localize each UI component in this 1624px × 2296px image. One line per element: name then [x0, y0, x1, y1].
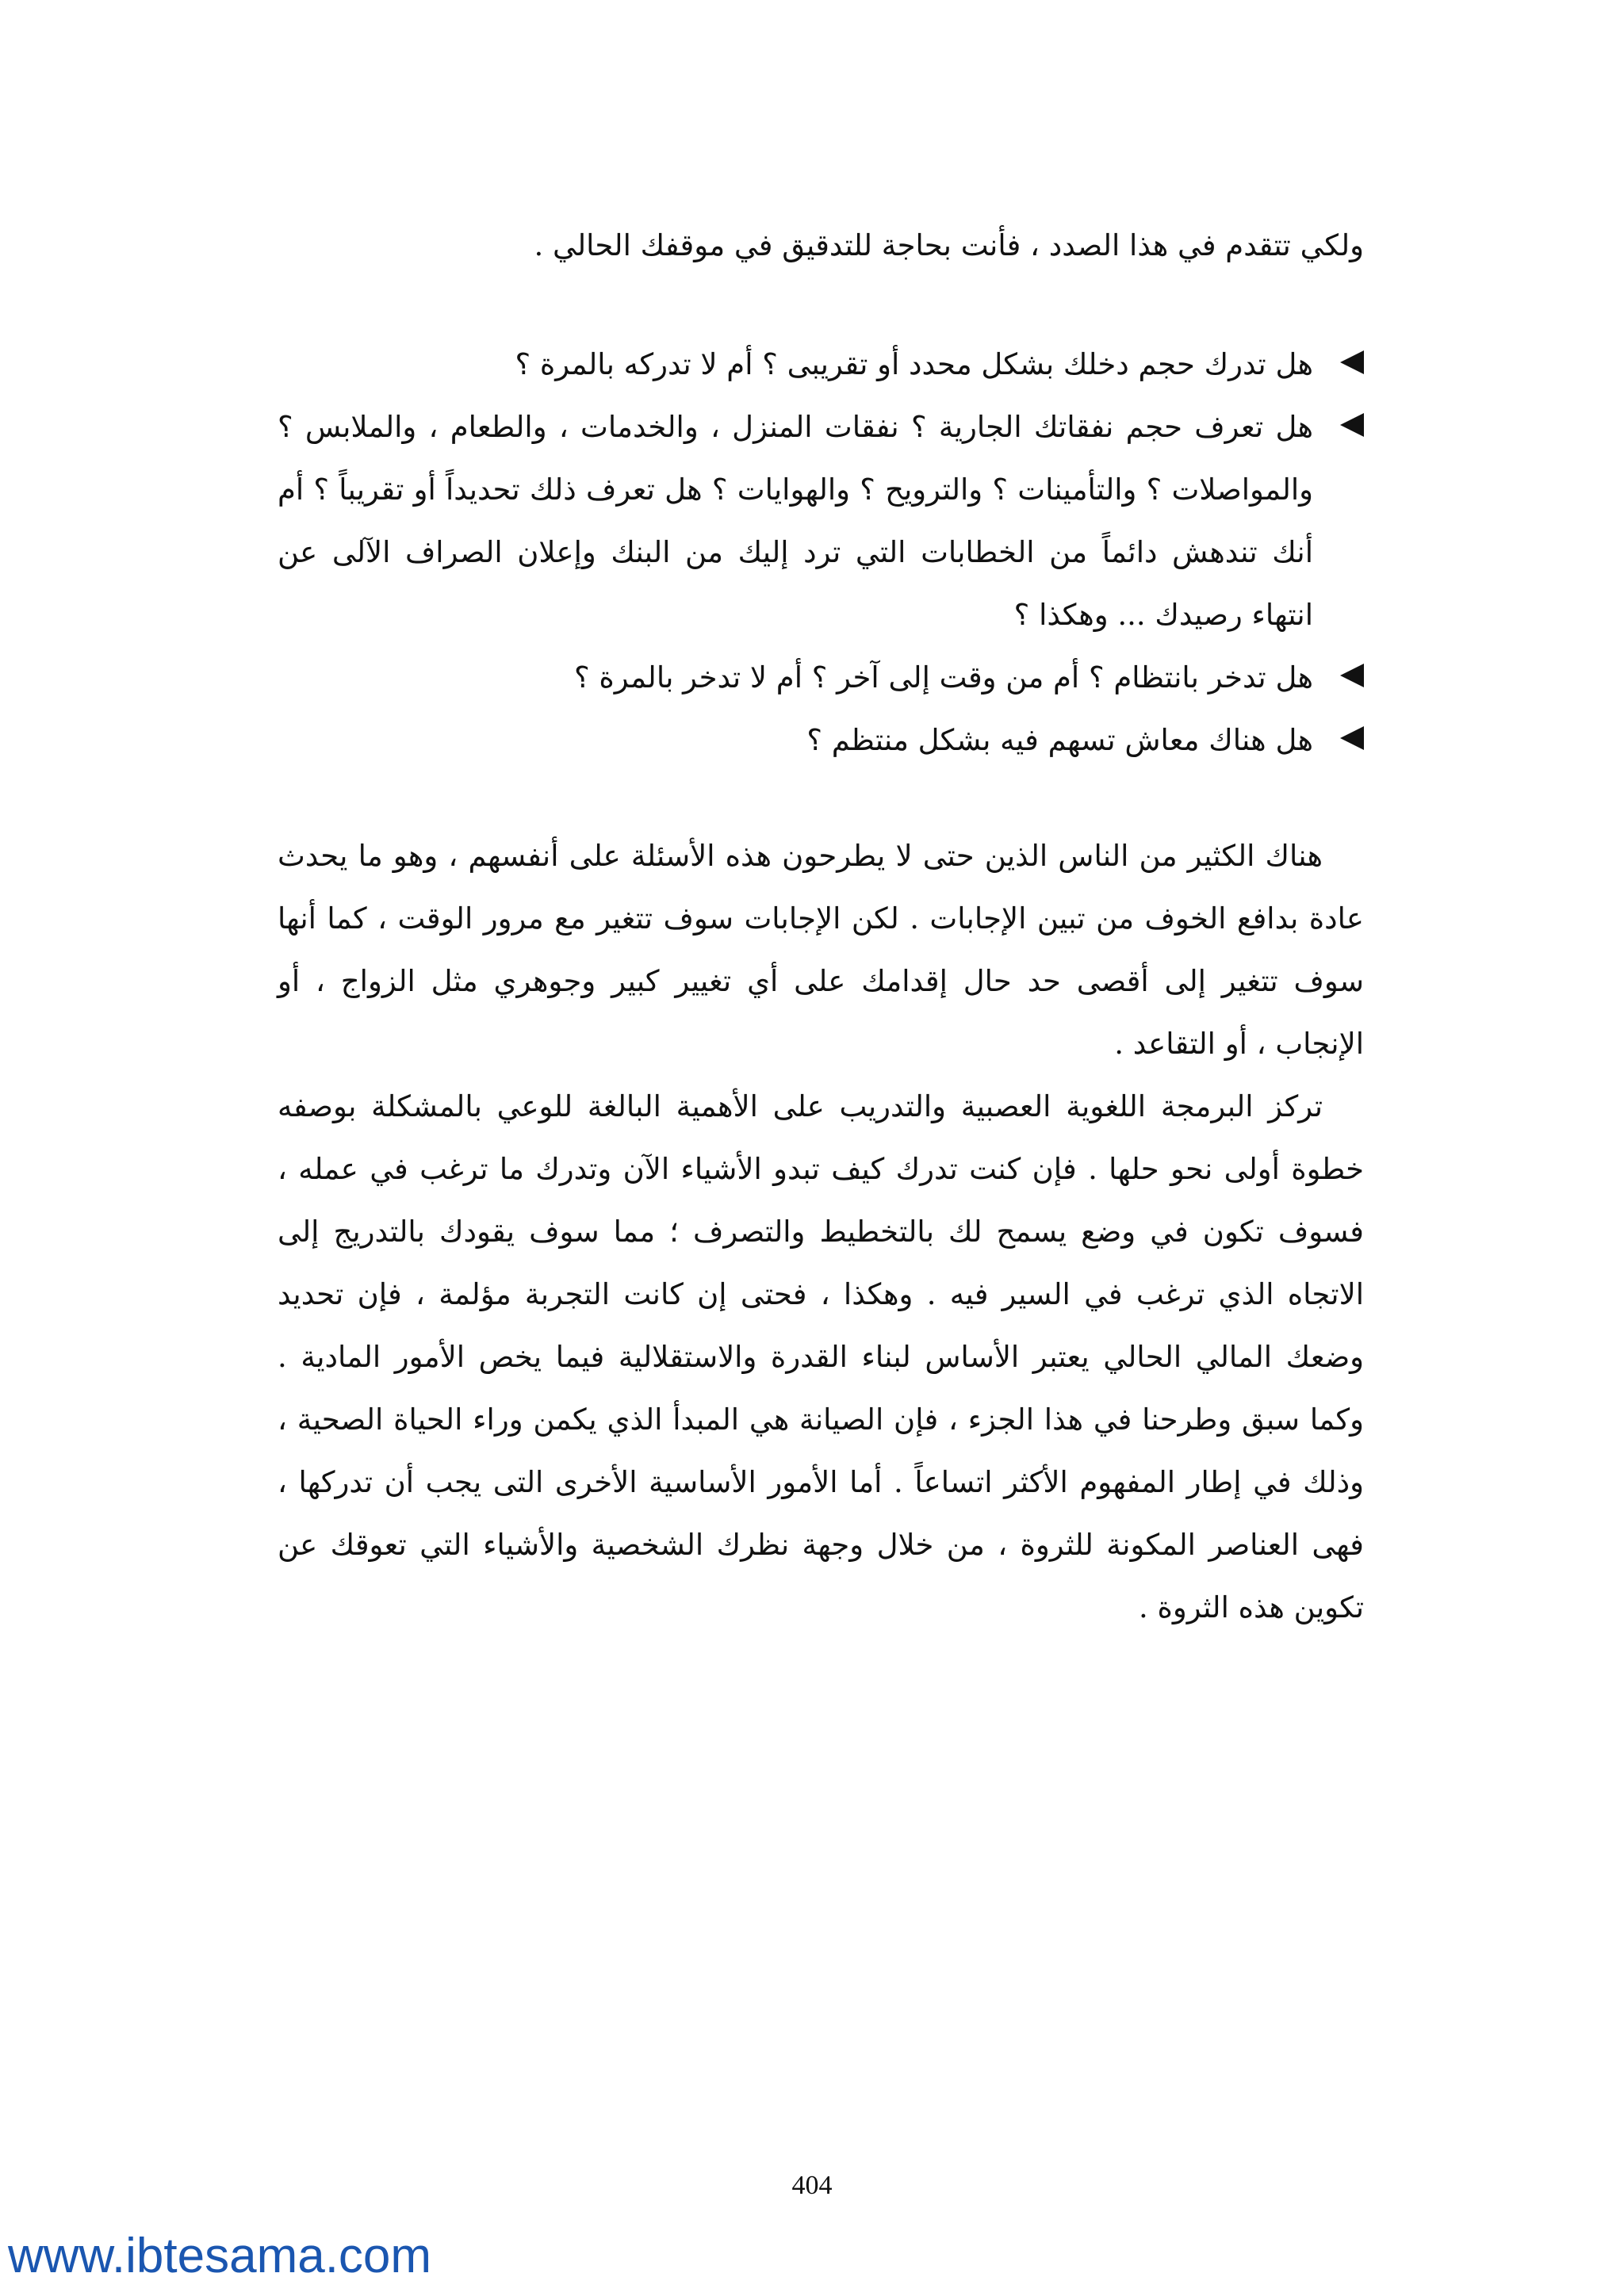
question-text: هل تدرك حجم دخلك بشكل محدد أو تقريبى ؟ أم لا تدركه بالمرة ؟ — [515, 347, 1313, 381]
question-text: هل تعرف حجم نفقاتك الجارية ؟ نفقات المنزل ، والخدمات ، والطعام ، والملابس ؟ والمواصلات ؟ والتأمينات ؟ والترويح ؟ والهوايات ؟ هل تعرف ذلك تحديداً أو تقريباً ؟ أم أنك تندهش دائماً من الخطابات التي ترد إليك من البنك وإعلان الصراف الآلى عن انتهاء رصيدك ... وهكذا ؟ — [278, 410, 1313, 632]
question-list — [278, 333, 1364, 771]
question-item — [278, 333, 1364, 396]
body-paragraph: هناك الكثير من الناس الذين حتى لا يطرحون هذه الأسئلة على أنفسهم ، وهو ما يحدث عادة بدافع الخوف من تبين الإجابات . لكن الإجابات سوف تتغير مع مرور الوقت ، كما أنها سوف تتغير إلى أقصى حد حال إقدامك على أي تغيير كبير وجوهري مثل الزواج ، أو الإنجاب ، أو التقاعد . — [278, 839, 1364, 1061]
page-number: 404 — [791, 2171, 833, 2200]
body-paragraph: تركز البرمجة اللغوية العصبية والتدريب على الأهمية البالغة للوعي بالمشكلة بوصفه خطوة أولى نحو حلها . فإن كنت تدرك كيف تبدو الأشياء الآن وتدرك ما ترغب في عمله ، فسوف تكون في وضع يسمح لك بالتخطيط والتصرف ؛ مما سوف يقودك بالتدريج إلى الاتجاه الذي ترغب في السير فيه . وهكذا ، فحتى إن كانت التجربة مؤلمة ، فإن تحديد وضعك المالي الحالي يعتبر الأساس لبناء القدرة والاستقلالية فيما يخص الأمور المادية . وكما سبق وطرحنا في هذا الجزء ، فإن الصيانة هي المبدأ الذي يكمن وراء الحياة الصحية ، وذلك في إطار المفهوم الأكثر اتساعاً . أما الأمور الأساسية الأخرى التى يجب أن تدركها ، فهى العناصر المكونة للثروة ، من خلال وجهة نظرك الشخصية والأشياء التي تعوقك عن تكوين هذه الثروة . — [278, 1089, 1364, 1624]
intro-sentence: ولكي تتقدم في هذا الصدد ، فأنت بحاجة للتدقيق في موقفك الحالي . — [534, 228, 1364, 262]
triangle-left-bullet-icon — [1340, 413, 1364, 437]
triangle-left-bullet-icon — [1340, 664, 1364, 687]
watermark-url[interactable]: www.ibtesama.com — [8, 2229, 432, 2283]
question-text: هل هناك معاش تسهم فيه بشكل منتظم ؟ — [806, 723, 1313, 757]
question-item — [278, 709, 1364, 771]
question-text: هل تدخر بانتظام ؟ أم من وقت إلى آخر ؟ أم لا تدخر بالمرة ؟ — [573, 660, 1313, 695]
triangle-left-bullet-icon — [1340, 350, 1364, 374]
question-item — [278, 646, 1364, 709]
question-item — [278, 396, 1364, 646]
triangle-left-bullet-icon — [1340, 726, 1364, 750]
